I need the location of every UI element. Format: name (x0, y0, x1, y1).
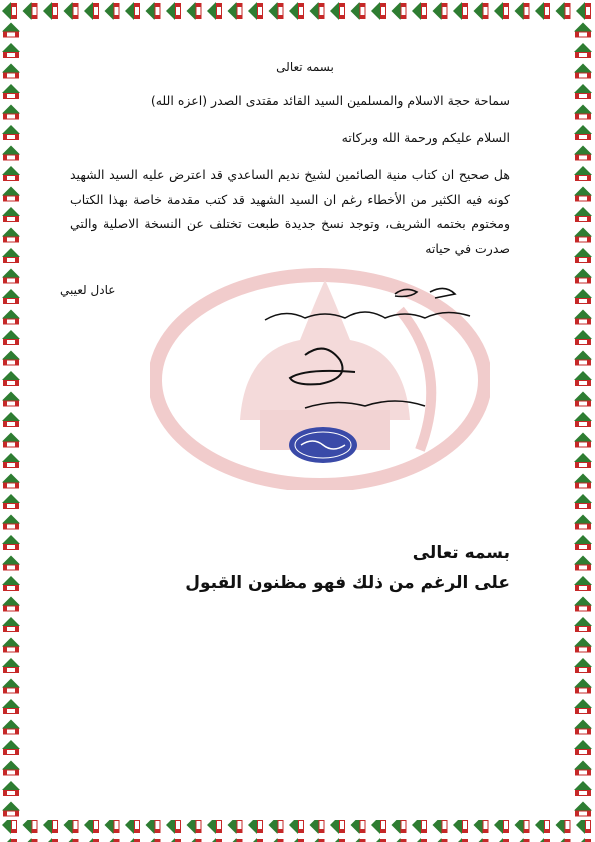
official-seal (287, 425, 359, 465)
reply-text: على الرغم من ذلك فهو مظنون القبول (185, 573, 510, 593)
reply-title: بسمه تعالى (412, 543, 510, 563)
handwritten-reply (245, 280, 485, 430)
letter-greeting: السلام عليكم ورحمة الله وبركاته (341, 130, 510, 145)
letter-sender: عادل لعيبي (60, 283, 116, 297)
letter-body: هل صحيح ان كتاب منية الصائمين لشيخ نديم الساعدي قد اعترض عليه السيد الشهيد كونه فيه الكثير من الأخطاء رغم ان السيد الشهيد قد كتب مقدمة خاصة بهذا الكتاب ومختوم بختمه الشريف، وتوجد نسخ جديدة طبعت تختلف عن النسخة الاصلية والتي صدرت في حياته (70, 167, 510, 256)
letter-basmala: بسمه تعالى (276, 60, 334, 74)
letter-salutation: سماحة حجة الاسلام والمسلمين السيد القائد مقتدى الصدر (اعزه الله) (150, 93, 510, 108)
